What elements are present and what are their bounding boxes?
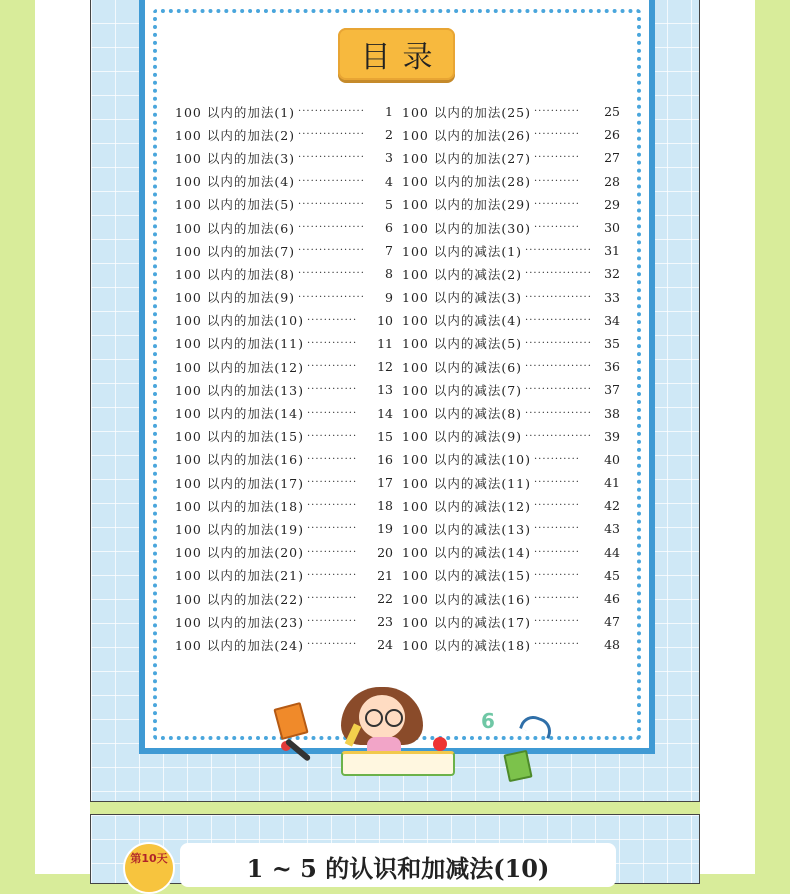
toc-entry (175, 332, 393, 355)
toc-entry-page: 14 (377, 405, 393, 421)
toc-entry (175, 239, 393, 262)
toc-entry-title: 100 以内的加法(6) (175, 220, 296, 236)
toc-entry-title: 100 以内的加法(18) (175, 498, 304, 514)
toc-entry-page: 37 (604, 382, 620, 398)
toc-entry (175, 633, 393, 656)
toc-entry-page: 26 (604, 127, 620, 143)
toc-entry-page: 46 (604, 591, 620, 607)
toc-entry-title: 100 以内的加法(19) (175, 521, 304, 537)
toc-entry (175, 517, 393, 540)
toc-entry-leader: ··········· (534, 523, 580, 535)
toc-entry-leader: ··········· (534, 569, 580, 581)
toc-entry-page: 24 (377, 637, 393, 653)
toc-entry-page: 38 (604, 405, 620, 421)
toc-entry-page: 48 (604, 637, 620, 653)
toc-entry-title: 100 以内的加法(23) (175, 614, 304, 630)
toc-entry-leader: ················ (298, 106, 365, 118)
toc-entry-leader: ··········· (534, 106, 580, 118)
toc-entry-title: 100 以内的加法(16) (175, 452, 304, 468)
toc-entry-page: 31 (604, 243, 620, 259)
toc-entry-title: 100 以内的减法(6) (402, 359, 523, 375)
number-six-decoration: 6 (481, 709, 495, 733)
toc-entry-page: 28 (604, 173, 620, 189)
toc-entry (175, 541, 393, 564)
toc-entry (175, 471, 393, 494)
toc-entry-leader: ············ (307, 407, 358, 419)
toc-entry-page: 27 (604, 150, 620, 166)
toc-entry-leader: ············ (307, 361, 358, 373)
toc-entry (402, 378, 620, 401)
toc-title: 目录 (338, 28, 455, 80)
toc-entry (402, 401, 620, 424)
toc-entry (402, 587, 620, 610)
green-book-icon (503, 750, 532, 782)
toc-entry-title: 100 以内的减法(4) (402, 313, 523, 329)
toc-entry-leader: ··········· (534, 477, 580, 489)
toc-entry-page: 45 (604, 567, 620, 583)
toc-entry (175, 494, 393, 517)
toc-entry-leader: ················ (298, 129, 365, 141)
toc-entry-title: 100 以内的加法(13) (175, 382, 304, 398)
toc-entry (175, 564, 393, 587)
toc-entry-leader: ················ (525, 291, 592, 303)
toc-entry (402, 193, 620, 216)
toc-entry-title: 100 以内的减法(5) (402, 336, 523, 352)
toc-entry-leader: ··········· (534, 222, 580, 234)
toc-entry (175, 100, 393, 123)
toc-entry-leader: ··········· (534, 453, 580, 465)
toc-entry-title: 100 以内的加法(20) (175, 545, 304, 561)
toc-entry-title: 100 以内的减法(18) (402, 637, 531, 653)
toc-entry-page: 21 (377, 567, 393, 583)
toc-entry-title: 100 以内的减法(1) (402, 243, 523, 259)
toc-entry (402, 309, 620, 332)
toc-entry-leader: ················ (298, 175, 365, 187)
toc-entry (402, 517, 620, 540)
toc-entry-title: 100 以内的加法(29) (402, 197, 531, 213)
toc-entry-page: 13 (377, 382, 393, 398)
toc-entry-page: 40 (604, 451, 620, 467)
toc-entry-title: 100 以内的加法(1) (175, 104, 296, 120)
toc-entry-leader: ················ (298, 198, 365, 210)
toc-entry-leader: ··········· (534, 175, 580, 187)
toc-entry-title: 100 以内的减法(8) (402, 406, 523, 422)
apple-icon (433, 737, 447, 751)
glasses-left-icon (365, 709, 383, 727)
toc-entry-title: 100 以内的加法(24) (175, 637, 304, 653)
glasses-right-icon (385, 709, 403, 727)
toc-entry (175, 587, 393, 610)
toc-entry-page: 22 (377, 591, 393, 607)
toc-entry (402, 123, 620, 146)
toc-entry-title: 100 以内的减法(2) (402, 266, 523, 282)
toc-entry-page: 35 (604, 335, 620, 351)
toc-entry-leader: ··········· (534, 198, 580, 210)
toc-entry-leader: ················ (298, 222, 365, 234)
toc-entry-leader: ············ (307, 384, 358, 396)
toc-entry (402, 425, 620, 448)
toc-entry-title: 100 以内的减法(17) (402, 614, 531, 630)
toc-entry (175, 425, 393, 448)
toc-entry (175, 170, 393, 193)
toc-entry-title: 100 以内的减法(13) (402, 521, 531, 537)
toc-entry-leader: ················ (525, 337, 592, 349)
toc-entry (402, 355, 620, 378)
toc-entry-leader: ················ (525, 245, 592, 257)
toc-entry (402, 239, 620, 262)
toc-entry-title: 100 以内的加法(15) (175, 429, 304, 445)
toc-entry-page: 34 (604, 312, 620, 328)
toc-entry-title: 100 以内的加法(27) (402, 150, 531, 166)
toc-entry (175, 610, 393, 633)
toc-entry (402, 633, 620, 656)
toc-entry-page: 20 (377, 544, 393, 560)
toc-entry (175, 401, 393, 424)
toc-entry-title: 100 以内的加法(4) (175, 174, 296, 190)
toc-entry (175, 262, 393, 285)
toc-entry-title: 100 以内的加法(30) (402, 220, 531, 236)
toc-entry-leader: ············ (307, 453, 358, 465)
toc-entry-leader: ················ (298, 152, 365, 164)
toc-entry-title: 100 以内的加法(10) (175, 313, 304, 329)
toc-entry-leader: ················ (298, 245, 365, 257)
toc-entry-page: 4 (385, 173, 393, 189)
toc-entry-leader: ··········· (534, 546, 580, 558)
toc-entry-page: 5 (385, 196, 393, 212)
toc-entry-page: 3 (385, 150, 393, 166)
toc-entry-page: 12 (377, 359, 393, 375)
toc-entry-title: 100 以内的加法(22) (175, 591, 304, 607)
toc-entry-leader: ············ (307, 546, 358, 558)
toc-page (90, 0, 700, 802)
toc-entry-title: 100 以内的减法(10) (402, 452, 531, 468)
toc-entry-leader: ················ (525, 430, 592, 442)
toc-entry-page: 39 (604, 428, 620, 444)
toc-entry-page: 33 (604, 289, 620, 305)
toc-entry (175, 448, 393, 471)
toc-entry-leader: ················ (525, 407, 592, 419)
toc-entry (175, 309, 393, 332)
toc-entry-leader: ············ (307, 593, 358, 605)
toc-entry-leader: ··········· (534, 639, 580, 651)
toc-entry-page: 29 (604, 196, 620, 212)
open-book-icon (341, 751, 455, 776)
toc-entry-page: 30 (604, 220, 620, 236)
toc-entry-title: 100 以内的加法(17) (175, 475, 304, 491)
toc-entry-leader: ················ (525, 361, 592, 373)
lesson-title: 1 ~ 5 的认识和加减法(10) (180, 843, 616, 887)
toc-entry-page: 7 (385, 243, 393, 259)
toc-entry-page: 25 (604, 104, 620, 120)
toc-entry-leader: ················ (525, 314, 592, 326)
day-badge: 第10天 (123, 842, 175, 894)
toc-entry-page: 10 (377, 312, 393, 328)
toc-entry (175, 378, 393, 401)
toc-entry-page: 15 (377, 428, 393, 444)
toc-entry-leader: ············ (307, 639, 358, 651)
toc-entry (402, 541, 620, 564)
toc-entry-page: 23 (377, 614, 393, 630)
toc-entry-title: 100 以内的加法(21) (175, 568, 304, 584)
toc-entry-title: 100 以内的加法(5) (175, 197, 296, 213)
toc-entry-page: 1 (385, 104, 393, 120)
toc-entry-leader: ················ (298, 268, 365, 280)
toc-entry-title: 100 以内的加法(3) (175, 150, 296, 166)
toc-entry-title: 100 以内的减法(7) (402, 382, 523, 398)
toc-entry (175, 286, 393, 309)
toc-entry-leader: ················ (525, 384, 592, 396)
toc-entry-page: 6 (385, 220, 393, 236)
toc-entry-leader: ··········· (534, 129, 580, 141)
toc-entry-title: 100 以内的加法(7) (175, 243, 296, 259)
toc-entry-leader: ············ (307, 523, 358, 535)
toc-entry-page: 42 (604, 498, 620, 514)
toc-entry (175, 355, 393, 378)
toc-entry (402, 286, 620, 309)
toc-entry-leader: ············ (307, 616, 358, 628)
toc-entry-leader: ············ (307, 477, 358, 489)
toc-entry-leader: ··········· (534, 152, 580, 164)
toc-entry (175, 193, 393, 216)
toc-entry (402, 216, 620, 239)
toc-entry-title: 100 以内的加法(9) (175, 290, 296, 306)
toc-entry (175, 216, 393, 239)
toc-entry-leader: ············ (307, 314, 358, 326)
toc-entry-title: 100 以内的减法(3) (402, 290, 523, 306)
toc-entry-page: 17 (377, 475, 393, 491)
toc-entry-leader: ············ (307, 569, 358, 581)
toc-entry-title: 100 以内的加法(12) (175, 359, 304, 375)
page-margin-left (35, 0, 90, 874)
toc-column-left (175, 100, 393, 657)
toc-entry-page: 19 (377, 521, 393, 537)
toc-entry (175, 123, 393, 146)
toc-entry-page: 2 (385, 127, 393, 143)
toc-entry-title: 100 以内的减法(15) (402, 568, 531, 584)
toc-entry-page: 41 (604, 475, 620, 491)
toc-entry-title: 100 以内的加法(26) (402, 127, 531, 143)
toc-entry-page: 9 (385, 289, 393, 305)
toc-entry-title: 100 以内的加法(28) (402, 174, 531, 190)
toc-entry-leader: ··········· (534, 593, 580, 605)
toc-entry-leader: ············ (307, 500, 358, 512)
toc-entry-title: 100 以内的减法(11) (402, 475, 531, 491)
toc-entry (402, 448, 620, 471)
toc-entry (402, 471, 620, 494)
toc-entry (402, 146, 620, 169)
toc-entry (402, 610, 620, 633)
toc-entry-page: 47 (604, 614, 620, 630)
toc-entry-page: 8 (385, 266, 393, 282)
toc-entry (402, 564, 620, 587)
toc-entry (402, 332, 620, 355)
toc-entry (402, 100, 620, 123)
toc-entry (402, 262, 620, 285)
toc-entry-title: 100 以内的减法(9) (402, 429, 523, 445)
toc-entry-leader: ··········· (534, 500, 580, 512)
toc-entry-leader: ············ (307, 337, 358, 349)
toc-entry-page: 18 (377, 498, 393, 514)
toc-entry-title: 100 以内的加法(11) (175, 336, 304, 352)
toc-entry-page: 16 (377, 451, 393, 467)
toc-column-right (402, 100, 620, 657)
page-margin-right (700, 0, 755, 874)
toc-entry (175, 146, 393, 169)
toc-entry-title: 100 以内的加法(14) (175, 406, 304, 422)
toc-entry-leader: ················ (298, 291, 365, 303)
toc-entry-page: 44 (604, 544, 620, 560)
toc-entry-leader: ··········· (534, 616, 580, 628)
toc-entry-title: 100 以内的减法(14) (402, 545, 531, 561)
toc-entry-title: 100 以内的加法(8) (175, 266, 296, 282)
toc-entry-page: 11 (377, 335, 393, 351)
toc-entry-page: 36 (604, 359, 620, 375)
toc-entry-title: 100 以内的加法(2) (175, 127, 296, 143)
toc-entry-title: 100 以内的减法(12) (402, 498, 531, 514)
toc-entry-page: 32 (604, 266, 620, 282)
toc-entry (402, 170, 620, 193)
toc-entry-page: 43 (604, 521, 620, 537)
toc-entry-title: 100 以内的减法(16) (402, 591, 531, 607)
toc-entry (402, 494, 620, 517)
toc-entry-title: 100 以内的加法(25) (402, 104, 531, 120)
toc-entry-leader: ············ (307, 430, 358, 442)
toc-entry-leader: ················ (525, 268, 592, 280)
